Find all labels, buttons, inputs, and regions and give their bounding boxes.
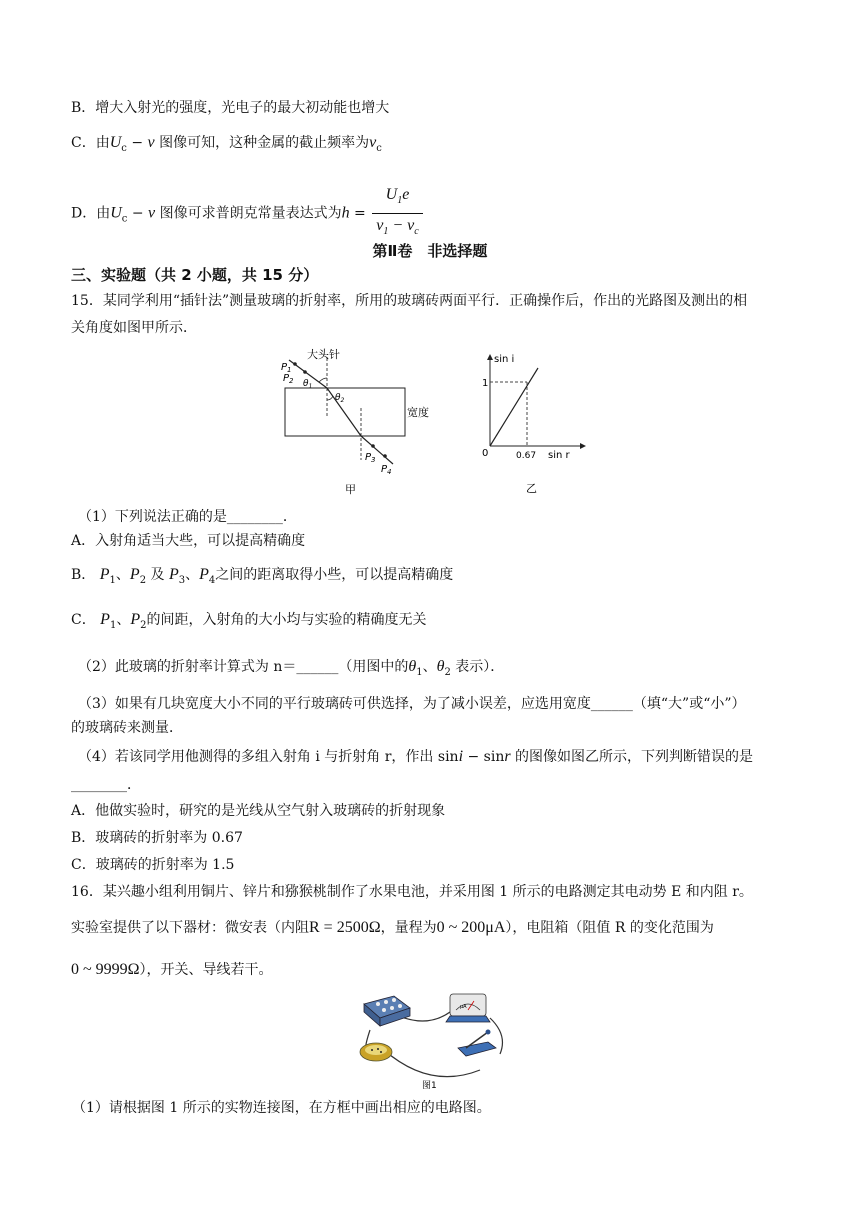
refracted-ray — [327, 388, 361, 436]
q15-part2: （2）此玻璃的折射率计算式为 n＝______（用图中的$\theta_1$、$\theta_2$ 表示）． — [78, 658, 505, 678]
fruit-battery — [360, 1043, 392, 1061]
q16-stem-line1: 16．某兴趣小组利用铜片、锌片和猕猴桃制作了水果电池，并采用图 1 所示的电路测定其电动势 E 和内阻 r。 — [71, 884, 753, 900]
figure-yi — [480, 352, 590, 496]
pin-p3 — [371, 444, 375, 448]
y-tick-1: 1 — [482, 378, 489, 389]
x-tick-067: 0.67 — [516, 451, 537, 461]
q15-part1-option-b: B． $P_1$、$P_2$ 及 $P_3$、$P_4$之间的距离取得小些，可以提高精确度 — [71, 566, 454, 586]
q15-stem-line2: 关角度如图甲所示． — [71, 320, 197, 336]
label-p4: $P_4$ — [381, 464, 392, 476]
q15-part1-option-c: C． $P_1$、$P_2$的间距，入射角的大小均与实验的精确度无关 — [71, 611, 427, 631]
q15-part1-option-a: A．入射角适当大些，可以提高精确度 — [71, 533, 306, 549]
figure-1-caption: 图1 — [422, 1081, 437, 1091]
caption-jia: 甲 — [345, 483, 356, 496]
pin-p2 — [303, 370, 307, 374]
q15-part3-line2: 的玻璃砖来测量． — [71, 720, 183, 736]
x-axis-label: sin r — [548, 450, 570, 461]
q16-stem-line2: 实验室提供了以下器材：微安表（内阻R = 2500Ω，量程为0 ~ 200μA），电阻箱（阻值 R 的变化范围为 — [71, 919, 714, 936]
q15-part4-option-b: B．玻璃砖的折射率为 0.67 — [71, 830, 243, 846]
q14-option-b: B．增大入射光的强度，光电子的最大初动能也增大 — [71, 100, 390, 116]
caption-yi: 乙 — [526, 482, 537, 495]
resistance-box — [364, 996, 410, 1026]
q15-part4-line1: （4）若该同学用他测得的多组入射角 i 与折射角 r，作出 sini − sinr 的图像如图乙所示，下列判断错误的是 — [78, 748, 754, 765]
label-theta2: $\theta_2$ — [335, 393, 345, 404]
pin-label: 大头针 — [307, 348, 340, 361]
q14-option-c: C．由$U_c - \nu$ 图像可知，这种金属的截止频率为$\nu_c$ — [71, 134, 382, 154]
microammeter — [446, 994, 490, 1022]
label-theta1: $\theta_1$ — [303, 379, 313, 390]
q15-part4-option-a: A．他做实验时，研究的是光线从空气射入玻璃砖的折射现象 — [71, 803, 446, 819]
q15-part1-question: （1）下列说法正确的是________． — [78, 509, 297, 525]
label-p3: $P_3$ — [365, 452, 376, 464]
q14-option-d: D．由$U_c - \nu$ 图像可求普朗克常量表达式为h = $\frac{U_1e}{\nu_1 - \nu_c}$ — [71, 185, 425, 242]
width-label: 宽度 — [407, 406, 429, 419]
figure-jia — [275, 348, 445, 496]
q15-stem-line1: 15．某同学利用“插针法”测量玻璃的折射率，所用的玻璃砖两面平行．正确操作后，作出的光路图及测出的相 — [71, 293, 748, 309]
meter-label: μA — [460, 1004, 467, 1010]
sin-line — [490, 368, 538, 446]
section-3-title: 三、实验题（共 2 小题，共 15 分） — [71, 266, 319, 284]
pin-p4 — [383, 454, 387, 458]
section-2-title: 第Ⅱ卷 非选择题 — [372, 242, 488, 260]
pin-p1 — [293, 362, 297, 366]
q16-part1: （1）请根据图 1 所示的实物连接图，在方框中画出相应的电路图。 — [72, 1100, 491, 1116]
q15-part4-option-c: C．玻璃砖的折射率为 1.5 — [71, 857, 235, 873]
glass-block — [285, 388, 405, 436]
q15-part3-line1: （3）如果有几块宽度大小不同的平行玻璃砖可供选择，为了减小误差，应选用宽度______（填“大”或“小”） — [78, 696, 746, 712]
q15-part4-line2: ________． — [71, 777, 141, 793]
label-p2: $P_2$ — [283, 373, 294, 385]
label-p1: $P_1$ — [281, 362, 292, 374]
origin-label: 0 — [482, 448, 489, 459]
switch — [458, 1030, 496, 1057]
figure-1-circuit — [350, 990, 510, 1092]
planck-fraction: $\frac{U_1e}{\nu_1 - \nu_c}$ — [372, 185, 422, 242]
y-axis-label: sin i — [494, 354, 515, 365]
q16-stem-line3: 0 ~ 9999Ω），开关、导线若干。 — [71, 961, 273, 978]
